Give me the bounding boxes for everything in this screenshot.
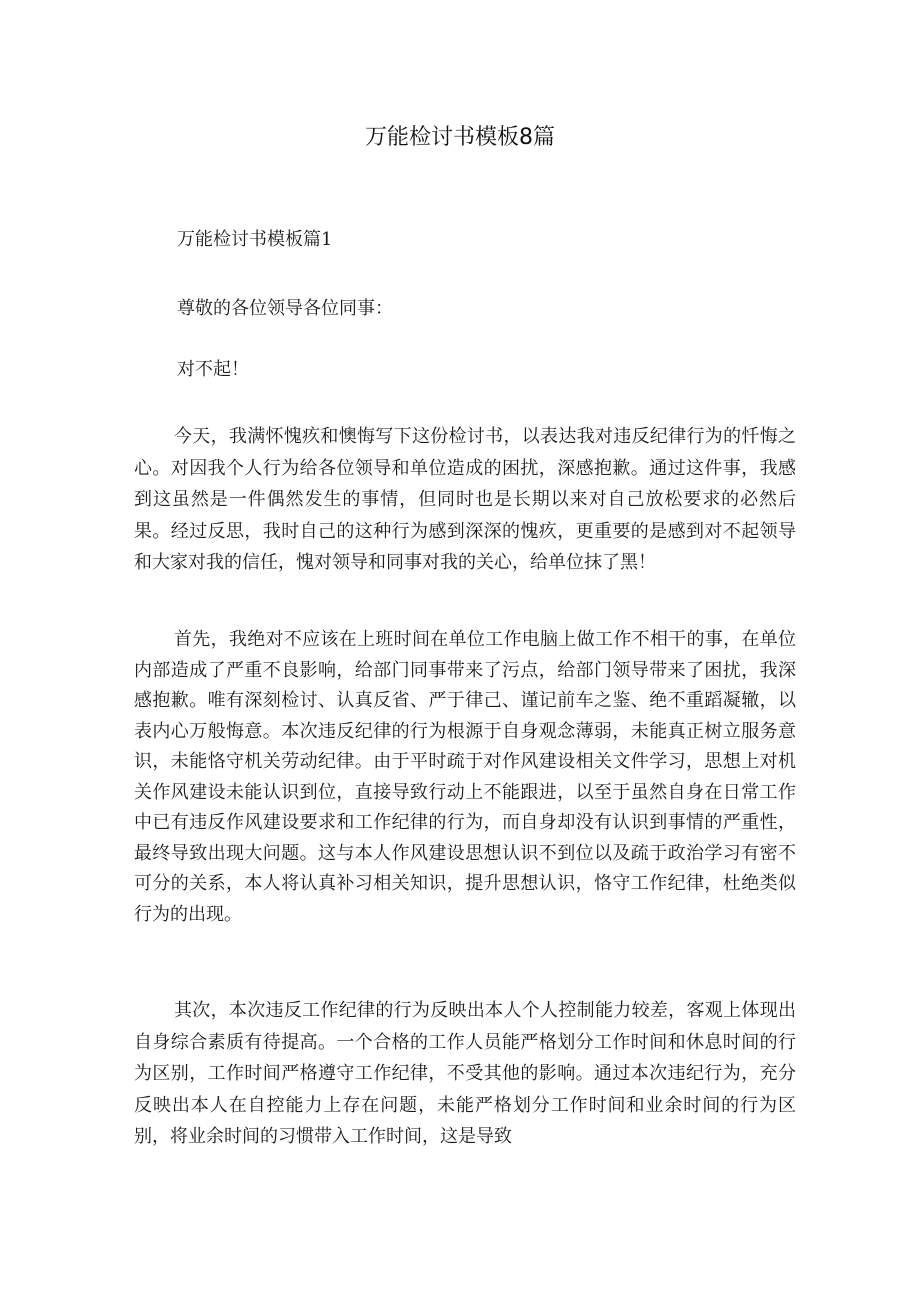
paragraph-2: 首先，我绝对不应该在上班时间在单位工作电脑上做工作不相干的事，在单位内部造成了严重不良影响，给部门同事带来了污点，给部门领导带来了困扰，我深感抱歉。唯有深刻检讨、认真反省、严于律己、谨记前车之鉴、绝不重蹈凝辙，以表内心万般悔意。本次违反纪律的行为根源于自身观念薄弱，未能真正树立服务意识，未能恪守机关劳动纪律。由于平时疏于对作风建设相关文件学习，思想上对机关作风建设未能认识到位，直接导致行动上不能跟进，以至于虽然自身在日常工作中已有违反作风建设要求和工作纪律的行为，而自身却没有认识到事情的严重性，最终导致出现大问题。这与本人作风建设思想认识不到位以及疏于政治学习有密不可分的关系，本人将认真补习相关知识，提升思想认识，恪守工作纪律，杜绝类似行为的出现。 (134, 629, 796, 925)
paragraph-1: 今天，我满怀愧疚和懊悔写下这份检讨书，以表达我对违反纪律行为的忏悔之心。对因我个人行为给各位领导和单位造成的困扰，深感抱歉。通过这件事，我感到这虽然是一件偶然发生的事情，但同时也是长期以来对自己放松要求的必然后果。经过反思，我时自己的这种行为感到深深的愧疚，更重要的是感到对不起领导和大家对我的信任，愧对领导和同事对我的关心，给单位抹了黑！ (134, 426, 796, 573)
paragraph-3: 其次，本次违反工作纪律的行为反映出本人个人控制能力较差，客观上体现出自身综合素质有待提高。一个合格的工作人员能严格划分工作时间和休息时间的行为区别，工作时间严格遵守工作纪律，不受其他的影响。通过本次违纪行为，充分反映出本人在自控能力上存在问题，未能严格划分工作时间和业余时间的行为区别，将业余时间的习惯带入工作时间，这是导致 (134, 1000, 796, 1147)
section-heading: 万能检讨书模板篇1 (177, 229, 333, 250)
salutation: 尊敬的各位领导各位同事： (177, 298, 393, 319)
document-title: 万能检讨书模板8篇 (365, 125, 555, 150)
apology-line: 对不起！ (177, 359, 249, 380)
